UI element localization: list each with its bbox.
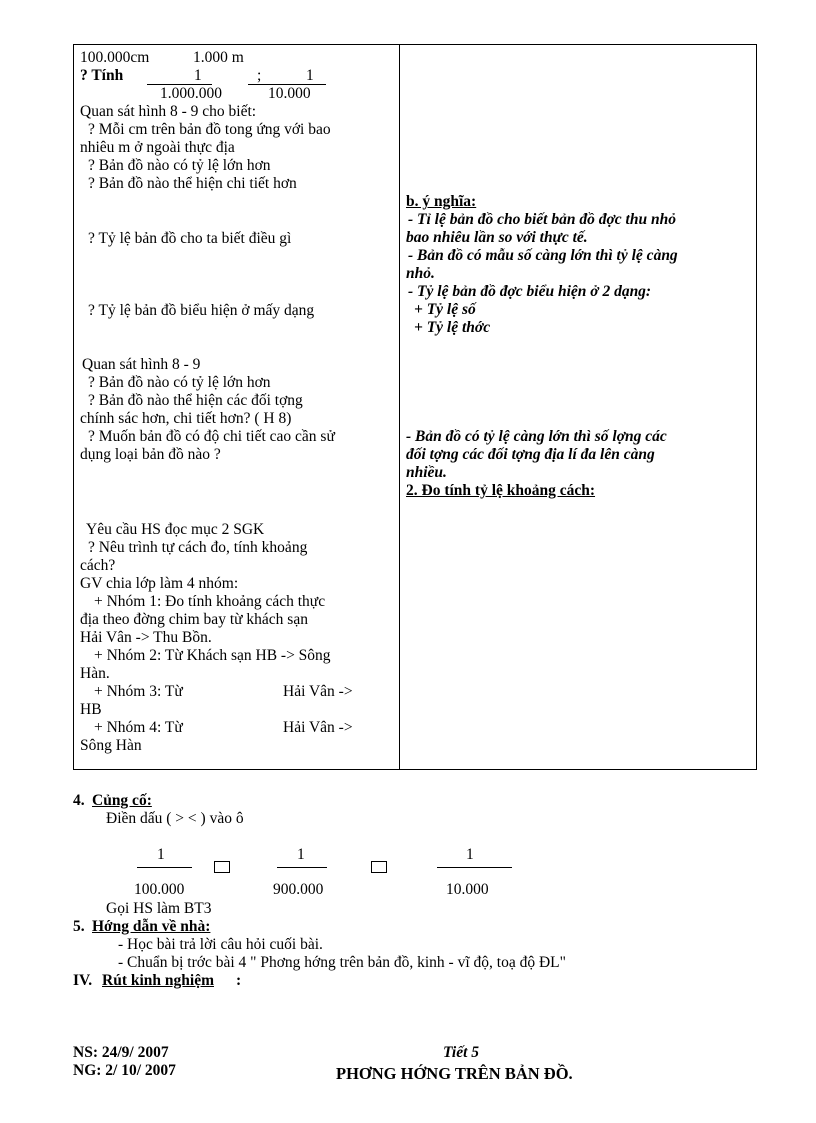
group-1: + Nhóm 1: Đo tính khoảng cách thực xyxy=(94,593,326,610)
group-3-cont: HB xyxy=(80,701,102,718)
lesson-title: PHƠNG HỚNG TRÊN BẢN ĐỒ. xyxy=(336,1064,573,1083)
group-3-dest: Hải Vân -> xyxy=(283,683,353,700)
compare-box-1[interactable] xyxy=(214,861,230,873)
question-detail-map-cont: dụng loại bản đồ nào ? xyxy=(80,446,221,463)
homework-line-1: - Học bài trả lời câu hỏi cuối bài. xyxy=(118,936,323,953)
meaning-line-4: - Bản đồ có tỷ lệ càng lớn thì số lợng các xyxy=(406,428,667,445)
conversion-m: 1.000 m xyxy=(193,49,244,66)
conversion-cm: 100.000cm xyxy=(80,49,150,66)
group-intro: GV chia lớp làm 4 nhóm: xyxy=(80,575,239,592)
question-cm-cont: nhiêu m ở ngoài thực địa xyxy=(80,139,235,156)
meaning-line-3: - Tỷ lệ bản đồ đợc biểu hiện ở 2 dạng: xyxy=(408,283,652,300)
question-forms: ? Tỷ lệ bản đồ biểu hiện ở mấy dạng xyxy=(88,302,315,319)
fraction-3-denominator: 10.000 xyxy=(446,881,489,898)
group-1-cont: địa theo đờng chim bay từ khách sạn xyxy=(80,611,308,628)
lesson-number: Tiết 5 xyxy=(443,1044,480,1061)
ng-date: NG: 2/ 10/ 2007 xyxy=(73,1062,176,1079)
group-2-cont: Hàn. xyxy=(80,665,110,682)
fraction-2-numerator: 1 xyxy=(297,846,305,863)
question-observe: Quan sát hình 8 - 9 cho biết: xyxy=(80,103,257,120)
meaning-line-1: - Tỉ lệ bản đồ cho biết bản đồ đợc thu nhỏ xyxy=(408,211,676,228)
question-procedure: ? Nêu trình tự cách đo, tính khoảng xyxy=(88,539,308,556)
question-accuracy: ? Bản đồ nào thể hiện các đối tợng xyxy=(88,392,303,409)
fraction-1-numerator: 1 xyxy=(157,846,165,863)
group-4: + Nhóm 4: Từ xyxy=(94,719,183,736)
question-accuracy-cont: chính sác hơn, chi tiết hơn? ( H 8) xyxy=(80,410,292,427)
fraction-1-line xyxy=(137,867,192,868)
group-1-cont-2: Hải Vân -> Thu Bồn. xyxy=(80,629,212,646)
tinh-separator: ; xyxy=(257,67,262,84)
assign-bt3: Gọi HS làm BT3 xyxy=(106,900,212,917)
table-column-divider xyxy=(399,44,400,770)
group-2: + Nhóm 2: Từ Khách sạn HB -> Sông xyxy=(94,647,331,664)
tinh-numerator-2: 1 xyxy=(306,67,314,84)
task-read-sgk: Yêu cầu HS đọc mục 2 SGK xyxy=(86,521,265,538)
meaning-line-4-cont-2: nhiều. xyxy=(406,464,447,481)
ns-date: NS: 24/9/ 2007 xyxy=(73,1044,169,1061)
overline-1 xyxy=(80,44,128,45)
tinh-denominator-1: 1.000.000 xyxy=(160,85,222,102)
fraction-3-line xyxy=(437,867,512,868)
section-iv-number: IV. xyxy=(73,972,93,989)
group-3: + Nhóm 3: Từ xyxy=(94,683,183,700)
group-4-dest: Hải Vân -> xyxy=(283,719,353,736)
meaning-line-2-cont: nhỏ. xyxy=(406,265,435,282)
fraction-2-line xyxy=(277,867,327,868)
homework-line-2: - Chuẩn bị trớc bài 4 " Phơng hớng trên bản đồ, kinh - vĩ độ, toạ độ ĐL" xyxy=(118,954,566,971)
section-iv-colon: : xyxy=(236,972,242,989)
tinh-numerator-1: 1 xyxy=(194,67,202,84)
section-2-heading: 2. Đo tính tỷ lệ khoảng cách: xyxy=(406,482,596,499)
meaning-scale-ruler: + Tỷ lệ thớc xyxy=(414,319,491,336)
tinh-label: ? Tính xyxy=(80,67,124,84)
question-larger-scale-2: ? Bản đồ nào có tỷ lệ lớn hơn xyxy=(88,374,271,391)
question-larger-scale: ? Bản đồ nào có tỷ lệ lớn hơn xyxy=(88,157,271,174)
section-iv-title: Rút kinh nghiệm xyxy=(102,972,214,989)
group-4-cont: Sông Hàn xyxy=(80,737,142,754)
fraction-3-numerator: 1 xyxy=(466,846,474,863)
meaning-heading: b. ý nghĩa: xyxy=(406,193,477,210)
question-cm: ? Mỗi cm trên bản đồ tong ứng với bao xyxy=(88,121,331,138)
fraction-1-denominator: 100.000 xyxy=(134,881,185,898)
fill-sign-instruction: Điền dấu ( > < ) vào ô xyxy=(106,810,244,827)
question-detail-map: ? Muốn bản đồ có độ chi tiết cao cần sử xyxy=(88,428,335,445)
tinh-denominator-2: 10.000 xyxy=(268,85,311,102)
section-4-number: 4. xyxy=(73,792,85,809)
question-meaning: ? Tỷ lệ bản đồ cho ta biết điều gì xyxy=(88,230,292,247)
question-procedure-cont: cách? xyxy=(80,557,116,574)
question-more-detail: ? Bản đồ nào thể hiện chi tiết hơn xyxy=(88,175,297,192)
overline-2 xyxy=(174,44,214,45)
meaning-line-4-cont: đối tợng các đối tợng địa lí đa lên càng xyxy=(406,446,655,463)
compare-box-2[interactable] xyxy=(371,861,387,873)
section-4-title: Củng cố: xyxy=(92,792,152,809)
meaning-line-1-cont: bao nhiêu lần so với thực tế. xyxy=(406,229,588,246)
question-observe-2: Quan sát hình 8 - 9 xyxy=(82,356,201,373)
section-5-number: 5. xyxy=(73,918,85,935)
section-5-title: Hớng dẫn về nhà: xyxy=(92,918,211,935)
meaning-line-2: - Bản đồ có mẫu số càng lớn thì tỷ lệ càng xyxy=(408,247,678,264)
meaning-scale-number: + Tỷ lệ số xyxy=(414,301,476,318)
fraction-2-denominator: 900.000 xyxy=(273,881,324,898)
